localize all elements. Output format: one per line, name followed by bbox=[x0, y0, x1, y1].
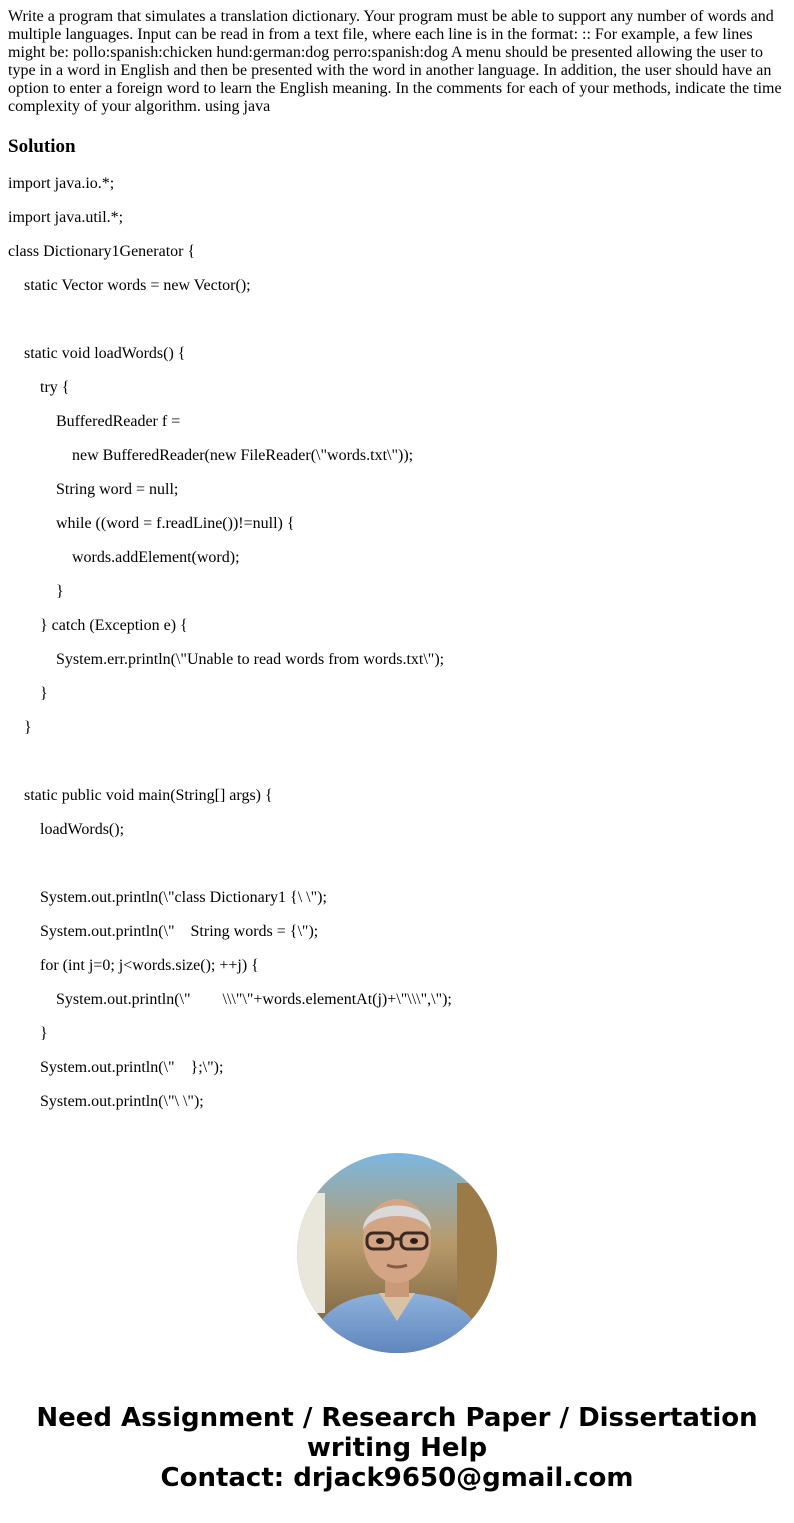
code-line bbox=[8, 855, 786, 873]
code-line: static Vector words = new Vector(); bbox=[8, 277, 251, 294]
promo-line-1: Need Assignment / Research Paper / Dissertation bbox=[36, 1403, 758, 1433]
code-line: } bbox=[8, 1025, 48, 1042]
code-line: words.addElement(word); bbox=[8, 549, 240, 566]
promo-banner bbox=[0, 1403, 794, 1493]
code-line: while ((word = f.readLine())!=null) { bbox=[8, 515, 295, 532]
code-line: System.err.println(\"Unable to read words from words.txt\"); bbox=[8, 651, 445, 668]
author-photo-icon bbox=[297, 1153, 497, 1353]
code-line: for (int j=0; j<words.size(); ++j) { bbox=[8, 957, 259, 974]
code-line: static public void main(String[] args) { bbox=[8, 787, 273, 804]
code-line: System.out.println(\"class Dictionary1 {\ \"); bbox=[8, 889, 327, 906]
promo-contact: Contact: drjack9650@gmail.com bbox=[160, 1463, 634, 1493]
code-line: try { bbox=[8, 379, 70, 396]
code-line: } bbox=[8, 685, 48, 702]
code-line bbox=[8, 311, 786, 329]
code-line: loadWords(); bbox=[8, 821, 125, 838]
code-line: new BufferedReader(new FileReader(\"words.txt\")); bbox=[8, 447, 414, 464]
code-line: class Dictionary1Generator { bbox=[8, 243, 196, 260]
question-text: Write a program that simulates a translation dictionary. Your program must be able to support any number of words and multiple languages. Input can be read in from a text file, where each line is in the format: :: For example, a few lines might be: pollo:spanish:chicken hund:german:dog perro:spanish:dog A menu should be presented allowing the user to type in a word in English and then be presented with the word in another language. In addition, the user should have an option to enter a foreign word to learn the English meaning. In the comments for each of your methods, indicate the time complexity of your algorithm. using java bbox=[8, 8, 782, 115]
code-block bbox=[8, 175, 786, 1111]
code-line: System.out.println(\" \\\"\"+words.elementAt(j)+\"\\\",\"); bbox=[8, 991, 452, 1008]
code-line: System.out.println(\" String words = {\"); bbox=[8, 923, 319, 940]
solution-heading: Solution bbox=[8, 136, 76, 157]
code-line: static void loadWords() { bbox=[8, 345, 186, 362]
code-line bbox=[8, 753, 786, 771]
code-line: String word = null; bbox=[8, 481, 179, 498]
code-line: BufferedReader f = bbox=[8, 413, 181, 430]
code-line: } catch (Exception e) { bbox=[8, 617, 188, 634]
code-line: } bbox=[8, 583, 64, 600]
code-line: System.out.println(\"\ \"); bbox=[8, 1093, 204, 1110]
code-line: import java.io.*; bbox=[8, 175, 115, 192]
code-line: System.out.println(\" };\"); bbox=[8, 1059, 224, 1076]
code-line: import java.util.*; bbox=[8, 209, 124, 226]
author-avatar bbox=[297, 1153, 497, 1353]
promo-line-2: writing Help bbox=[306, 1433, 488, 1463]
code-line: } bbox=[8, 719, 32, 736]
